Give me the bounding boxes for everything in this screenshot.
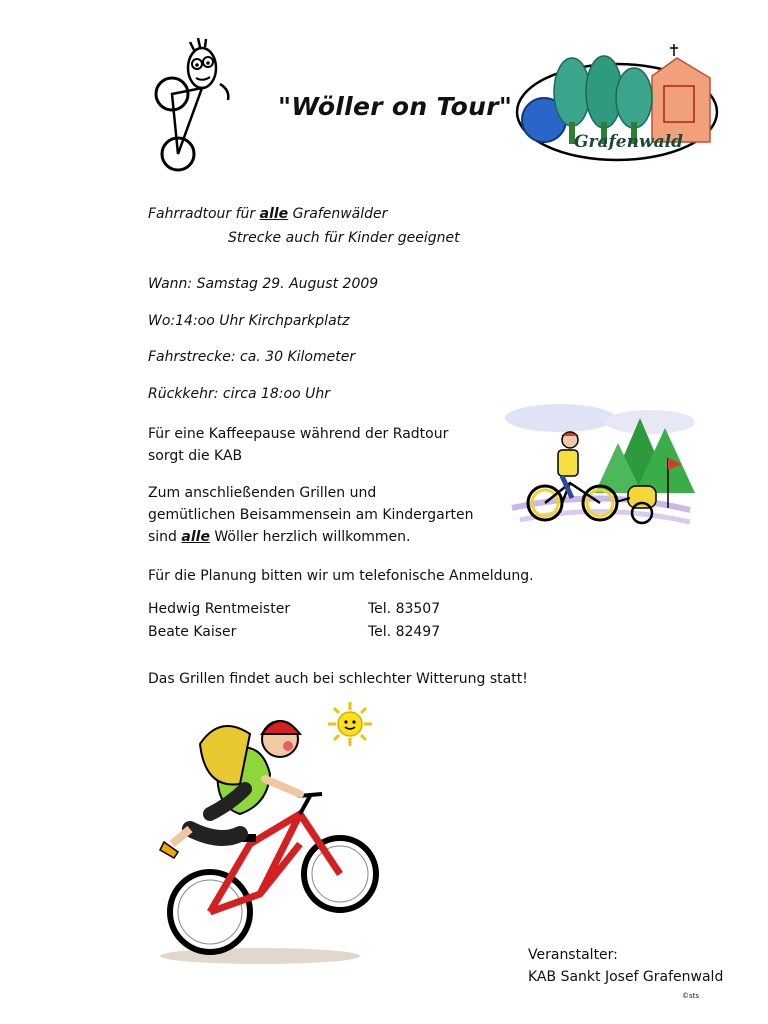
- organizer-label: Veranstalter:: [528, 947, 618, 963]
- intro-text-pre: Fahrradtour für: [148, 206, 260, 222]
- grill-line-3: [148, 526, 473, 548]
- grill-line-1: Zum anschließenden Grillen und: [148, 485, 377, 501]
- grill-paragraph: [148, 482, 473, 548]
- grill-text-pre: sind: [148, 529, 182, 545]
- logo-graphic: [512, 42, 722, 172]
- cartoon-bike-illustration: [150, 24, 240, 184]
- intro-text-post: Grafenwälder: [288, 206, 388, 222]
- mountain-biker-illustration: [150, 694, 390, 969]
- grafenwald-logo: [512, 42, 722, 172]
- weather-note: Das Grillen findet auch bei schlechter Witterung statt!: [148, 671, 528, 687]
- contact-name: Hedwig Rentmeister: [148, 601, 291, 617]
- intro-emphasis: alle: [259, 206, 289, 222]
- intro-line-2: Strecke auch für Kinder geeignet: [228, 230, 460, 246]
- detail-return: Rückkehr: circa 18:oo Uhr: [148, 386, 330, 402]
- detail-when: Wann: Samstag 29. August 2009: [148, 276, 379, 292]
- intro-line-1: [148, 206, 387, 222]
- organizer-block: [528, 944, 723, 988]
- contact-phone: Tel. 83507: [368, 601, 441, 617]
- planning-text: Für die Planung bitten wir um telefonische Anmeldung.: [148, 568, 534, 584]
- detail-route: Fahrstrecke: ca. 30 Kilometer: [148, 349, 356, 365]
- contact-row: [148, 598, 468, 621]
- contact-phone: Tel. 82497: [368, 624, 441, 640]
- contacts-list: [148, 598, 468, 644]
- grill-emphasis: alle: [181, 529, 210, 545]
- grill-text-post: Wöller herzlich willkommen.: [209, 529, 411, 545]
- logo-text: Grafenwald: [574, 132, 683, 152]
- cyclist-trailer-illustration: [500, 398, 700, 533]
- coffee-paragraph: [148, 423, 448, 467]
- contact-row: [148, 621, 468, 644]
- copyright-mark: ©sts: [682, 992, 700, 1000]
- detail-where: Wo:14:oo Uhr Kirchparkplatz: [148, 313, 350, 329]
- coffee-line-2: sorgt die KAB: [148, 448, 243, 464]
- coffee-line-1: Für eine Kaffeepause während der Radtour: [148, 426, 449, 442]
- page-title: "Wöller on Tour": [278, 92, 513, 121]
- grill-line-2: gemütlichen Beisammensein am Kindergarten: [148, 507, 474, 523]
- organizer-name: KAB Sankt Josef Grafenwald: [528, 969, 724, 985]
- contact-name: Beate Kaiser: [148, 624, 237, 640]
